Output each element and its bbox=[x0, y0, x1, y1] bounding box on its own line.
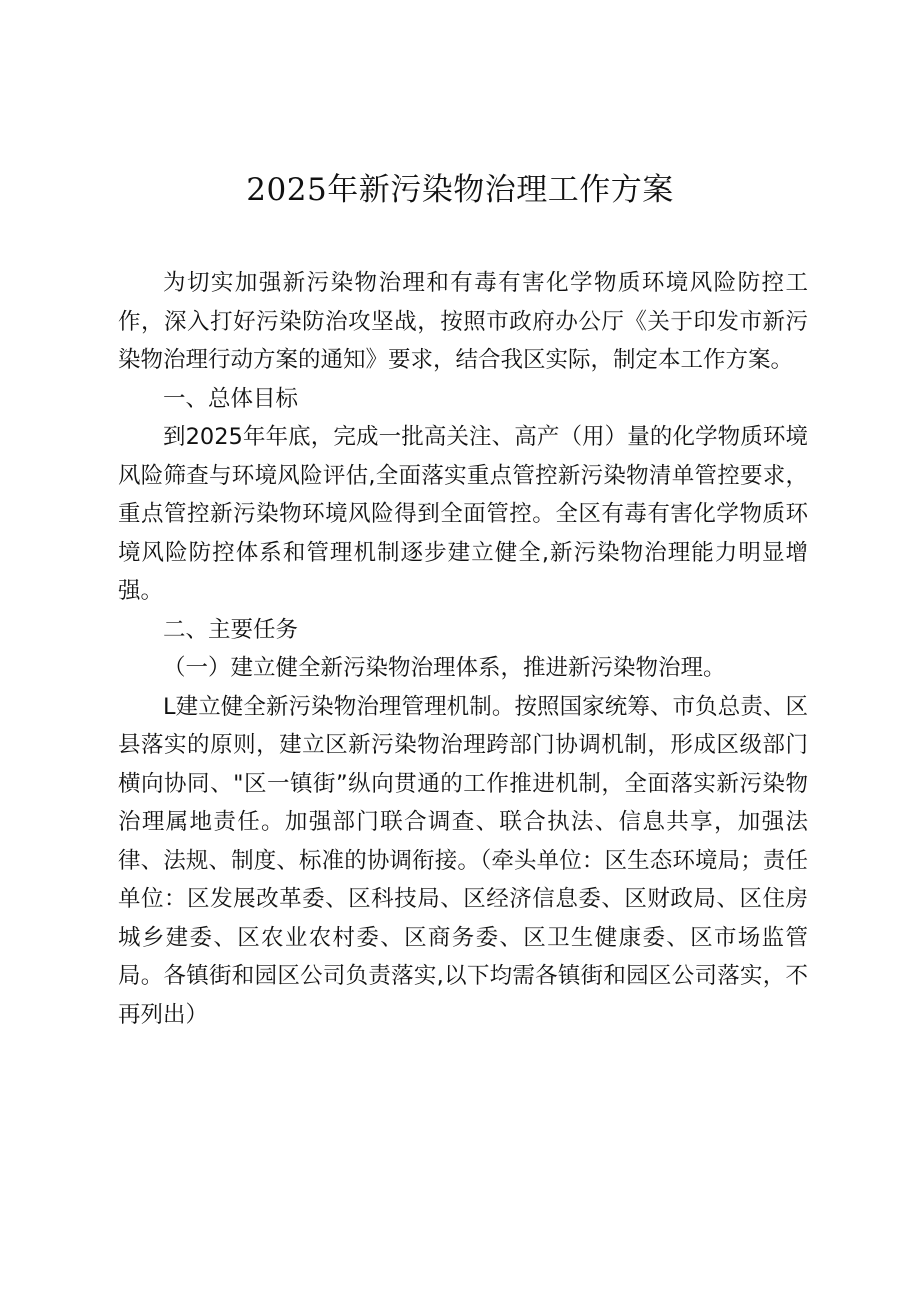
document-body bbox=[118, 264, 808, 1034]
overall-goal-paragraph: 到2025年年底，完成一批高关注、高产（用）量的化学物质环境风险筛查与环境风险评估,全面落实重点管控新污染物清单管控要求，重点管控新污染物环境风险得到全面管控。全区有毒有害化学物质环境风险防控体系和管理机制逐步建立健全,新污染物治理能力明显增强。 bbox=[118, 424, 808, 604]
intro-paragraph: 为切实加强新污染物治理和有毒有害化学物质环境风险防控工作，深入打好污染防治攻坚战，按照市政府办公厅《关于印发市新污染物治理行动方案的通知》要求，结合我区实际，制定本工作方案。 bbox=[118, 270, 808, 373]
task-1-paragraph: L建立健全新污染物治理管理机制。按照国家统筹、市负总责、区县落实的原则，建立区新污染物治理跨部门协调机制，形成区级部门横向协同、"区一镇街”纵向贯通的工作推进机制，全面落实新污染物治理属地责任。加强部门联合调查、联合执法、信息共享，加强法律、法规、制度、标准的协调衔接。（牵头单位：区生态环境局；责任单位：区发展改革委、区科技局、区经济信息委、区财政局、区住房城乡建委、区农业农村委、区商务委、区卫生健康委、区市场监管局。各镇街和园区公司负责落实,以下均需各镇街和园区公司落实，不再列出） bbox=[118, 693, 808, 1028]
section-heading-main-tasks: 二、主要任务 bbox=[163, 616, 299, 643]
subsection-heading-1: （一）建立健全新污染物治理体系，推进新污染物治理。 bbox=[163, 655, 726, 681]
section-heading-overall-goal: 一、总体目标 bbox=[163, 385, 299, 412]
document-title: 2025年新污染物治理工作方案 bbox=[246, 172, 674, 208]
